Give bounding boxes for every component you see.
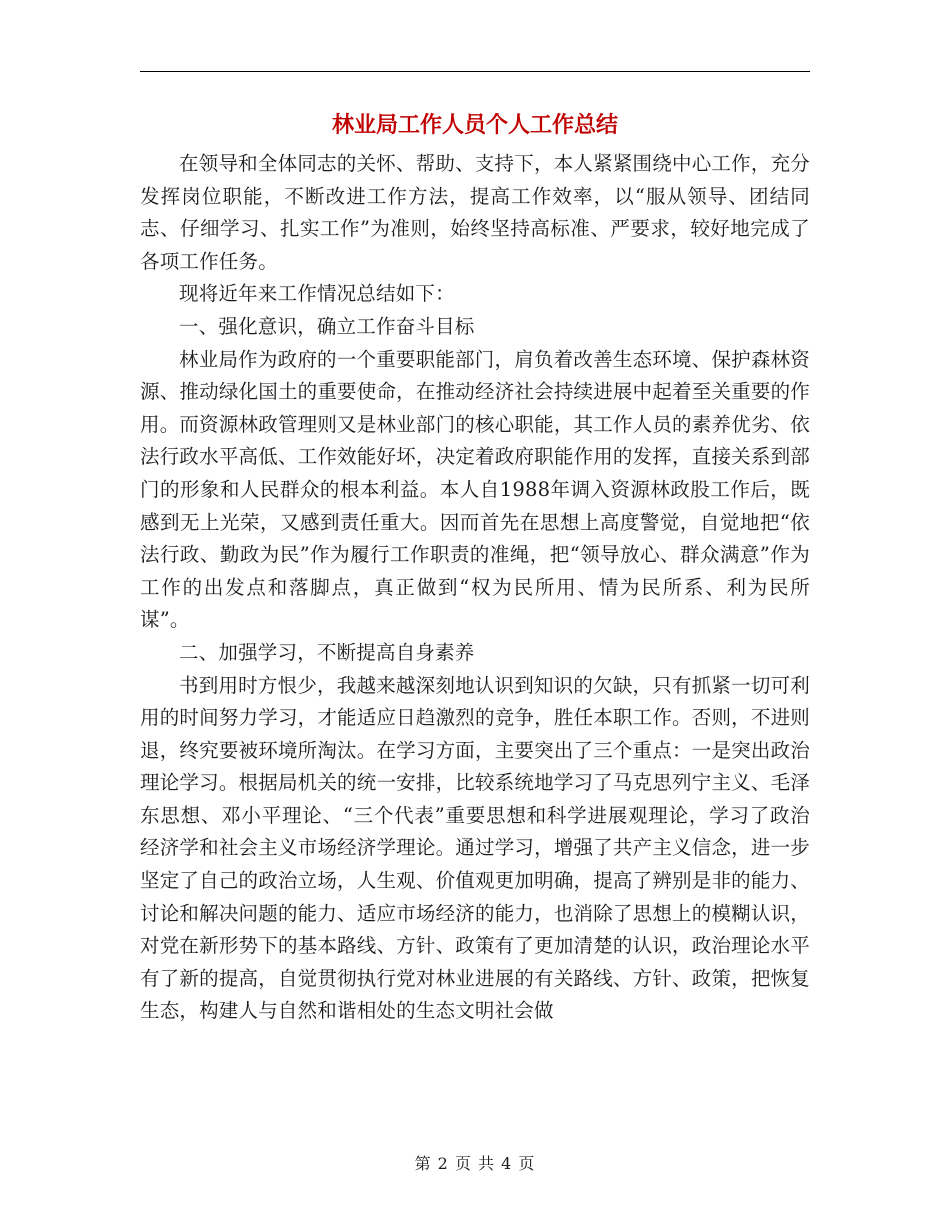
section-heading-2: 二、加强学习，不断提高自身素养: [179, 640, 475, 664]
section-heading-1: 一、强化意识，确立工作奋斗目标: [179, 314, 475, 338]
paragraph-section-1: 林业局作为政府的一个重要职能部门，肩负着改善生态环境、保护森林资源、推动绿化国土的重要使命，在推动经济社会持续进展中起着至关重要的作用。而资源林政管理则又是林业部门的核心职能，其工作人员的素养优劣、依法行政水平高低、工作效能好坏，决定着政府职能作用的发挥，直接关系到部门的形象和人民群众的根本利益。本人自1988年调入资源林政股工作后，既感到无上光荣，又感到责任重大。因而首先在思想上高度警觉，自觉地把“依法行政、勤政为民”作为履行工作职责的准绳，把“领导放心、群众满意”作为工作的出发点和落脚点，真正做到“权为民所用、情为民所系、利为民所谋”。: [140, 347, 810, 632]
document-title: 林业局工作人员个人工作总结: [331, 113, 618, 138]
header-rule: [140, 71, 810, 72]
document-body: [140, 148, 810, 1028]
paragraph-section-2: 书到用时方恨少，我越来越深刻地认识到知识的欠缺，只有抓紧一切可利用的时间努力学习，才能适应日趋激烈的竞争，胜任本职工作。否则，不进则退，终究要被环境所淘汰。在学习方面，主要突出了三个重点：一是突出政治理论学习。根据局机关的统一安排，比较系统地学习了马克思列宁主义、毛泽东思想、邓小平理论、“三个代表”重要思想和科学进展观理论，学习了政治经济学和社会主义市场经济学理论。通过学习，增强了共产主义信念，进一步坚定了自己的政治立场，人生观、价值观更加明确，提高了辨别是非的能力、讨论和解决问题的能力、适应市场经济的能力，也消除了思想上的模糊认识，对党在新形势下的基本路线、方针、政策有了更加清楚的认识，政治理论水平有了新的提高，自觉贯彻执行党对林业进展的有关路线、方针、政策，把恢复生态，构建人与自然和谐相处的生态文明社会做: [140, 673, 810, 1023]
page-number-footer: 第 2 页 共 4 页: [414, 1154, 536, 1173]
paragraph-intro: 在领导和全体同志的关怀、帮助、支持下，本人紧紧围绕中心工作，充分发挥岗位职能，不断改进工作方法，提高工作效率，以“服从领导、团结同志、仔细学习、扎实工作”为准则，始终坚持高标准、严要求，较好地完成了各项工作任务。: [140, 152, 810, 273]
paragraph-summary-lead: 现将近年来工作情况总结如下：: [179, 282, 455, 306]
